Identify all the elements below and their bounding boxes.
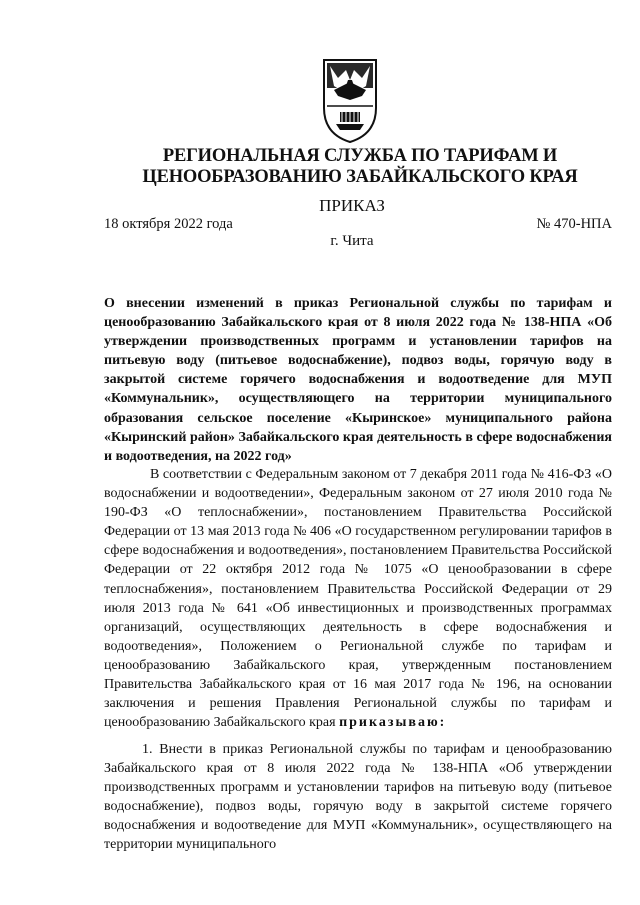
preamble-text: В соответствии с Федеральным законом от 7 декабря 2011 года № 416-ФЗ «О водоснабжении и водоотведении», Федеральным законом от 27 июля 2010 года № 190-ФЗ «О теплоснабжении», постановлением Правительства Российской Федерации от 13 мая 2013 года № 406 «О государственном регулировании тарифов в сфере водоснабжения и водоотведения», постановлением Правительства Российской Федерации от 22 октября 2012 года № 1075 «О ценообразовании в сфере теплоснабжения», постановлением Правительства Российской Федерации от 29 июля 2013 года № 641 «Об инвестиционных и производственных программах организаций, осуществляющих деятельность в сфере водоснабжения и водоотведения», Положением о Региональной службе по тарифам и ценообразованию Забайкальского края, утвержденным постановлением Правительства Забайкальского края от 16 мая 2017 года № 196, на основании заключения и решения Правления Региональной службы по тарифам и ценообразованию Забайкальского края xyxy=(104,467,612,731)
document-heading: О внесении изменений в приказ Региональной службы по тарифам и ценообразованию Забайкальского края от 8 июля 2022 года № 138-НПА «Об утверждении производственных программ и установлении тарифов на питьевую воду (питьевое водоснабжение), подвоз воды, горячую воду в закрытой системе горячего водоснабжения и водоотведение для МУП «Коммунальник», осуществляющего на территории муниципального образования сельское поселение «Кыринское» муниципального района «Кыринский район» Забайкальского края деятельность в сфере водоснабжения и водоотведения, на 2022 год» xyxy=(104,296,612,464)
document-type: ПРИКАЗ xyxy=(319,196,385,215)
zabaykalsky-coat-of-arms-icon xyxy=(318,56,382,144)
preamble-paragraph xyxy=(104,465,612,732)
organization-title-line-1: РЕГИОНАЛЬНАЯ СЛУЖБА ПО ТАРИФАМ И xyxy=(162,146,558,166)
organization-title-line-2: ЦЕНООБРАЗОВАНИЮ ЗАБАЙКАЛЬСКОГО КРАЯ xyxy=(142,167,578,187)
document-city: г. Чита xyxy=(330,233,374,249)
document-number: № 470-НПА xyxy=(536,216,612,232)
order-word: приказываю: xyxy=(339,715,447,731)
organization-title xyxy=(40,146,640,188)
document-date: 18 октября 2022 года xyxy=(104,216,233,232)
order-item-1: 1. Внести в приказ Региональной службы по тарифам и ценообразованию Забайкальского края от 8 июля 2022 года № 138-НПА «Об утверждении производственных программ и установлении тарифов на питьевую воду (питьевое водоснабжение), подвоз воды, горячую воду в закрытой системе горячего водоснабжения и водоотведение для МУП «Коммунальник», осуществляющего на территории муниципального xyxy=(104,742,612,853)
